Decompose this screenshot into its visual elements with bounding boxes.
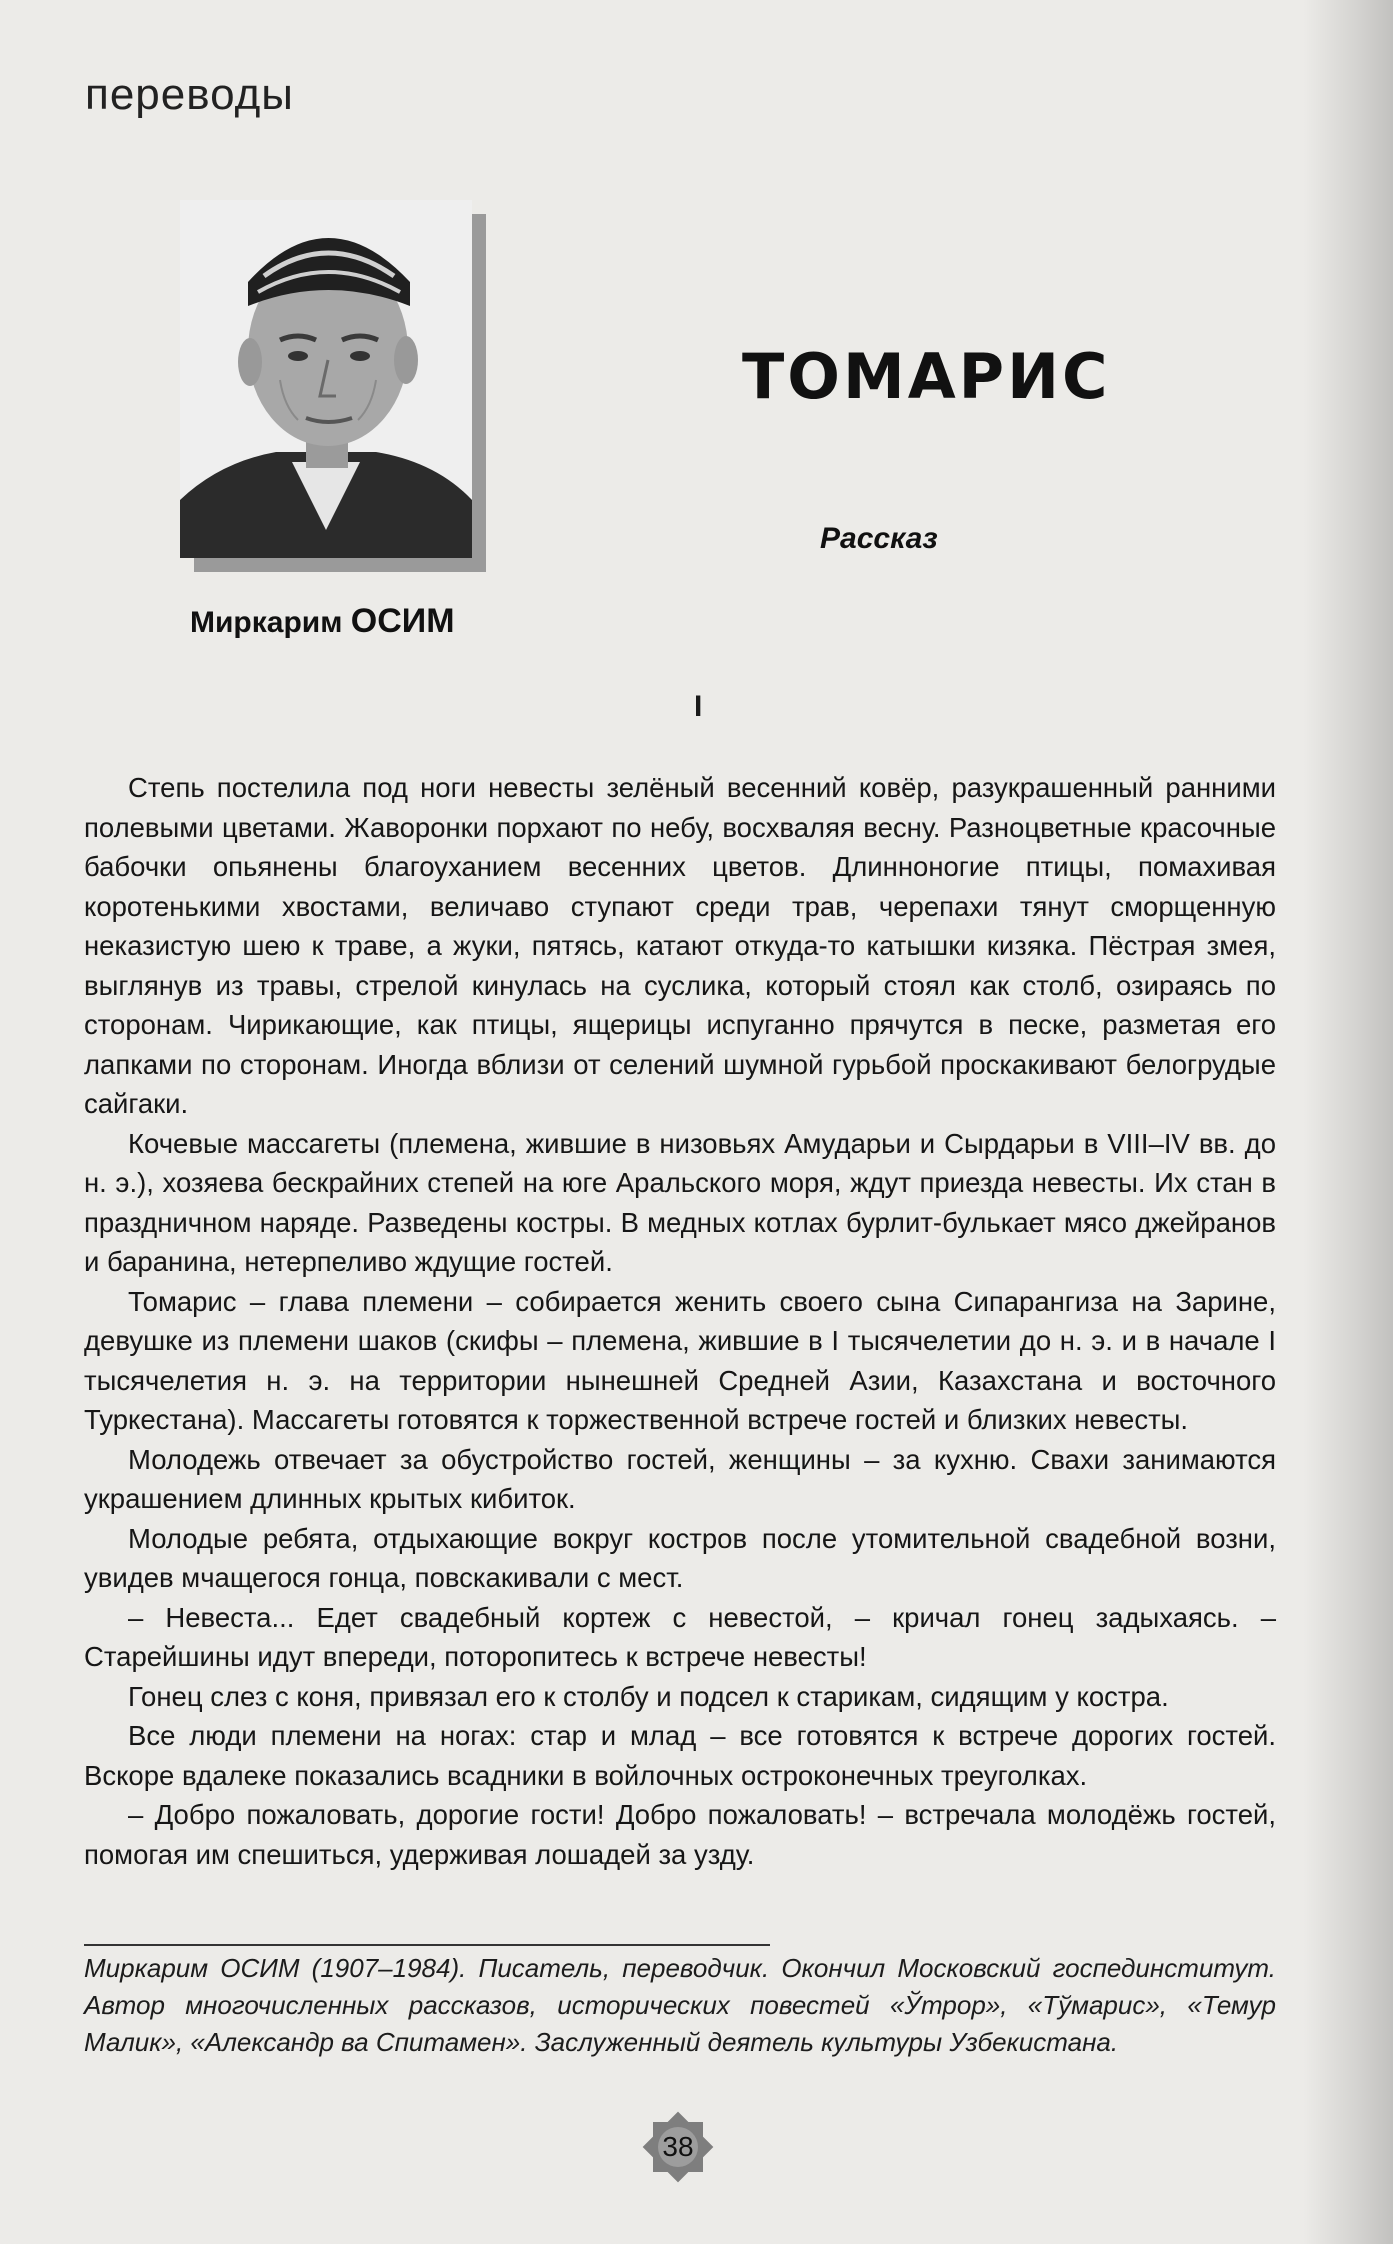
paragraph: – Невеста... Едет свадебный кортеж с невестой, – кричал гонец задыхаясь. – Старейшины идут впереди, поторопитесь к встрече невесты! [84,1601,1276,1672]
author-last-name: ОСИМ [350,602,455,640]
chapter-number: I [694,690,703,723]
section-label: переводы [85,70,294,119]
paragraph: – Добро пожаловать, дорогие гости! Добро пожаловать! – встречала молодёжь гостей, помогая им спешиться, удерживая лошадей за узду. [84,1799,1276,1870]
author-photo [180,200,472,558]
paragraph: Степь постелила под ноги невесты зелёный весенний ковёр, разукрашенный ранними полевыми цветами. Жаворонки порхают по небу, восхваляя весну. Разноцветные красочные бабочки опьянены благоуханием весенних цветов. Длинноногие птицы, помахивая коротенькими хвостами, величаво ступают среди трав, черепахи тянут сморщенную неказистую шею к траве, а жуки, пятясь, катают откуда-то катышки кизяка. Пёстрая змея, выглянув из травы, стрелой кинулась на суслика, который стоял как столб, озираясь по сторонам. Чирикающие, как птицы, ящерицы испуганно прячутся в песке, разметая его лапками по сторонам. Иногда вблизи от селений шумной гурьбой проскакивают белогрудые сайгаки. [84,772,1276,1119]
paragraph: Молодые ребята, отдыхающие вокруг костров после утомительной свадебной возни, увидев мчащегося гонца, повскакивали с мест. [84,1522,1276,1593]
author-photo-frame [180,200,472,558]
story-body [84,768,1276,1874]
paragraph: Томарис – глава племени – собирается женить своего сына Сипарангиза на Зарине, девушке из племени шаков (скифы – племена, жившие в I тысячелетии до н. э. и в начале I тысячелетия н. э. на территории нынешней Средней Азии, Казахстана и восточного Туркестана). Массагеты готовятся к торжественной встрече гостей и близких невесты. [84,1285,1276,1435]
story-title: ТОМАРИС [742,340,1111,413]
paragraph: Молодежь отвечает за обустройство гостей, женщины – за кухню. Свахи занимаются украшением длинных крытых кибиток. [84,1443,1276,1514]
paragraph: Кочевые массагеты (племена, жившие в низовьях Амударьи и Сырдарьи в VIII–IV вв. до н. э.), хозяева бескрайних степей на юге Аральского моря, ждут приезда невесты. Их стан в праздничном наряде. Разведены костры. В медных котлах бурлит-булькает мясо джейранов и баранина, нетерпеливо ждущие гостей. [84,1127,1276,1277]
page-number-badge [641,2110,715,2184]
author-name [190,602,455,641]
author-first-name: Миркарим [190,606,343,639]
footnote-divider [84,1944,770,1946]
story-subtitle: Рассказ [820,522,938,555]
author-footnote: Миркарим ОСИМ (1907–1984). Писатель, переводчик. Окончил Московский госпединститут. Автор многочисленных рассказов, исторических повестей «Ўтрор», «Тўмарис», «Темур Малик», «Александр ва Спитамен». Заслуженный деятель культуры Узбекистана. [84,1953,1276,2057]
paragraph: Гонец слез с коня, привязал его к столбу и подсел к старикам, сидящим у костра. [128,1680,1169,1712]
page-number: 38 [662,2131,694,2162]
paragraph: Все люди племени на ногах: стар и млад – все готовятся к встрече дорогих гостей. Вскоре вдалеке показались всадники в войлочных остроконечных треуголках. [84,1720,1276,1791]
spine-shadow [1303,0,1393,2244]
author-portrait-image [180,200,472,558]
